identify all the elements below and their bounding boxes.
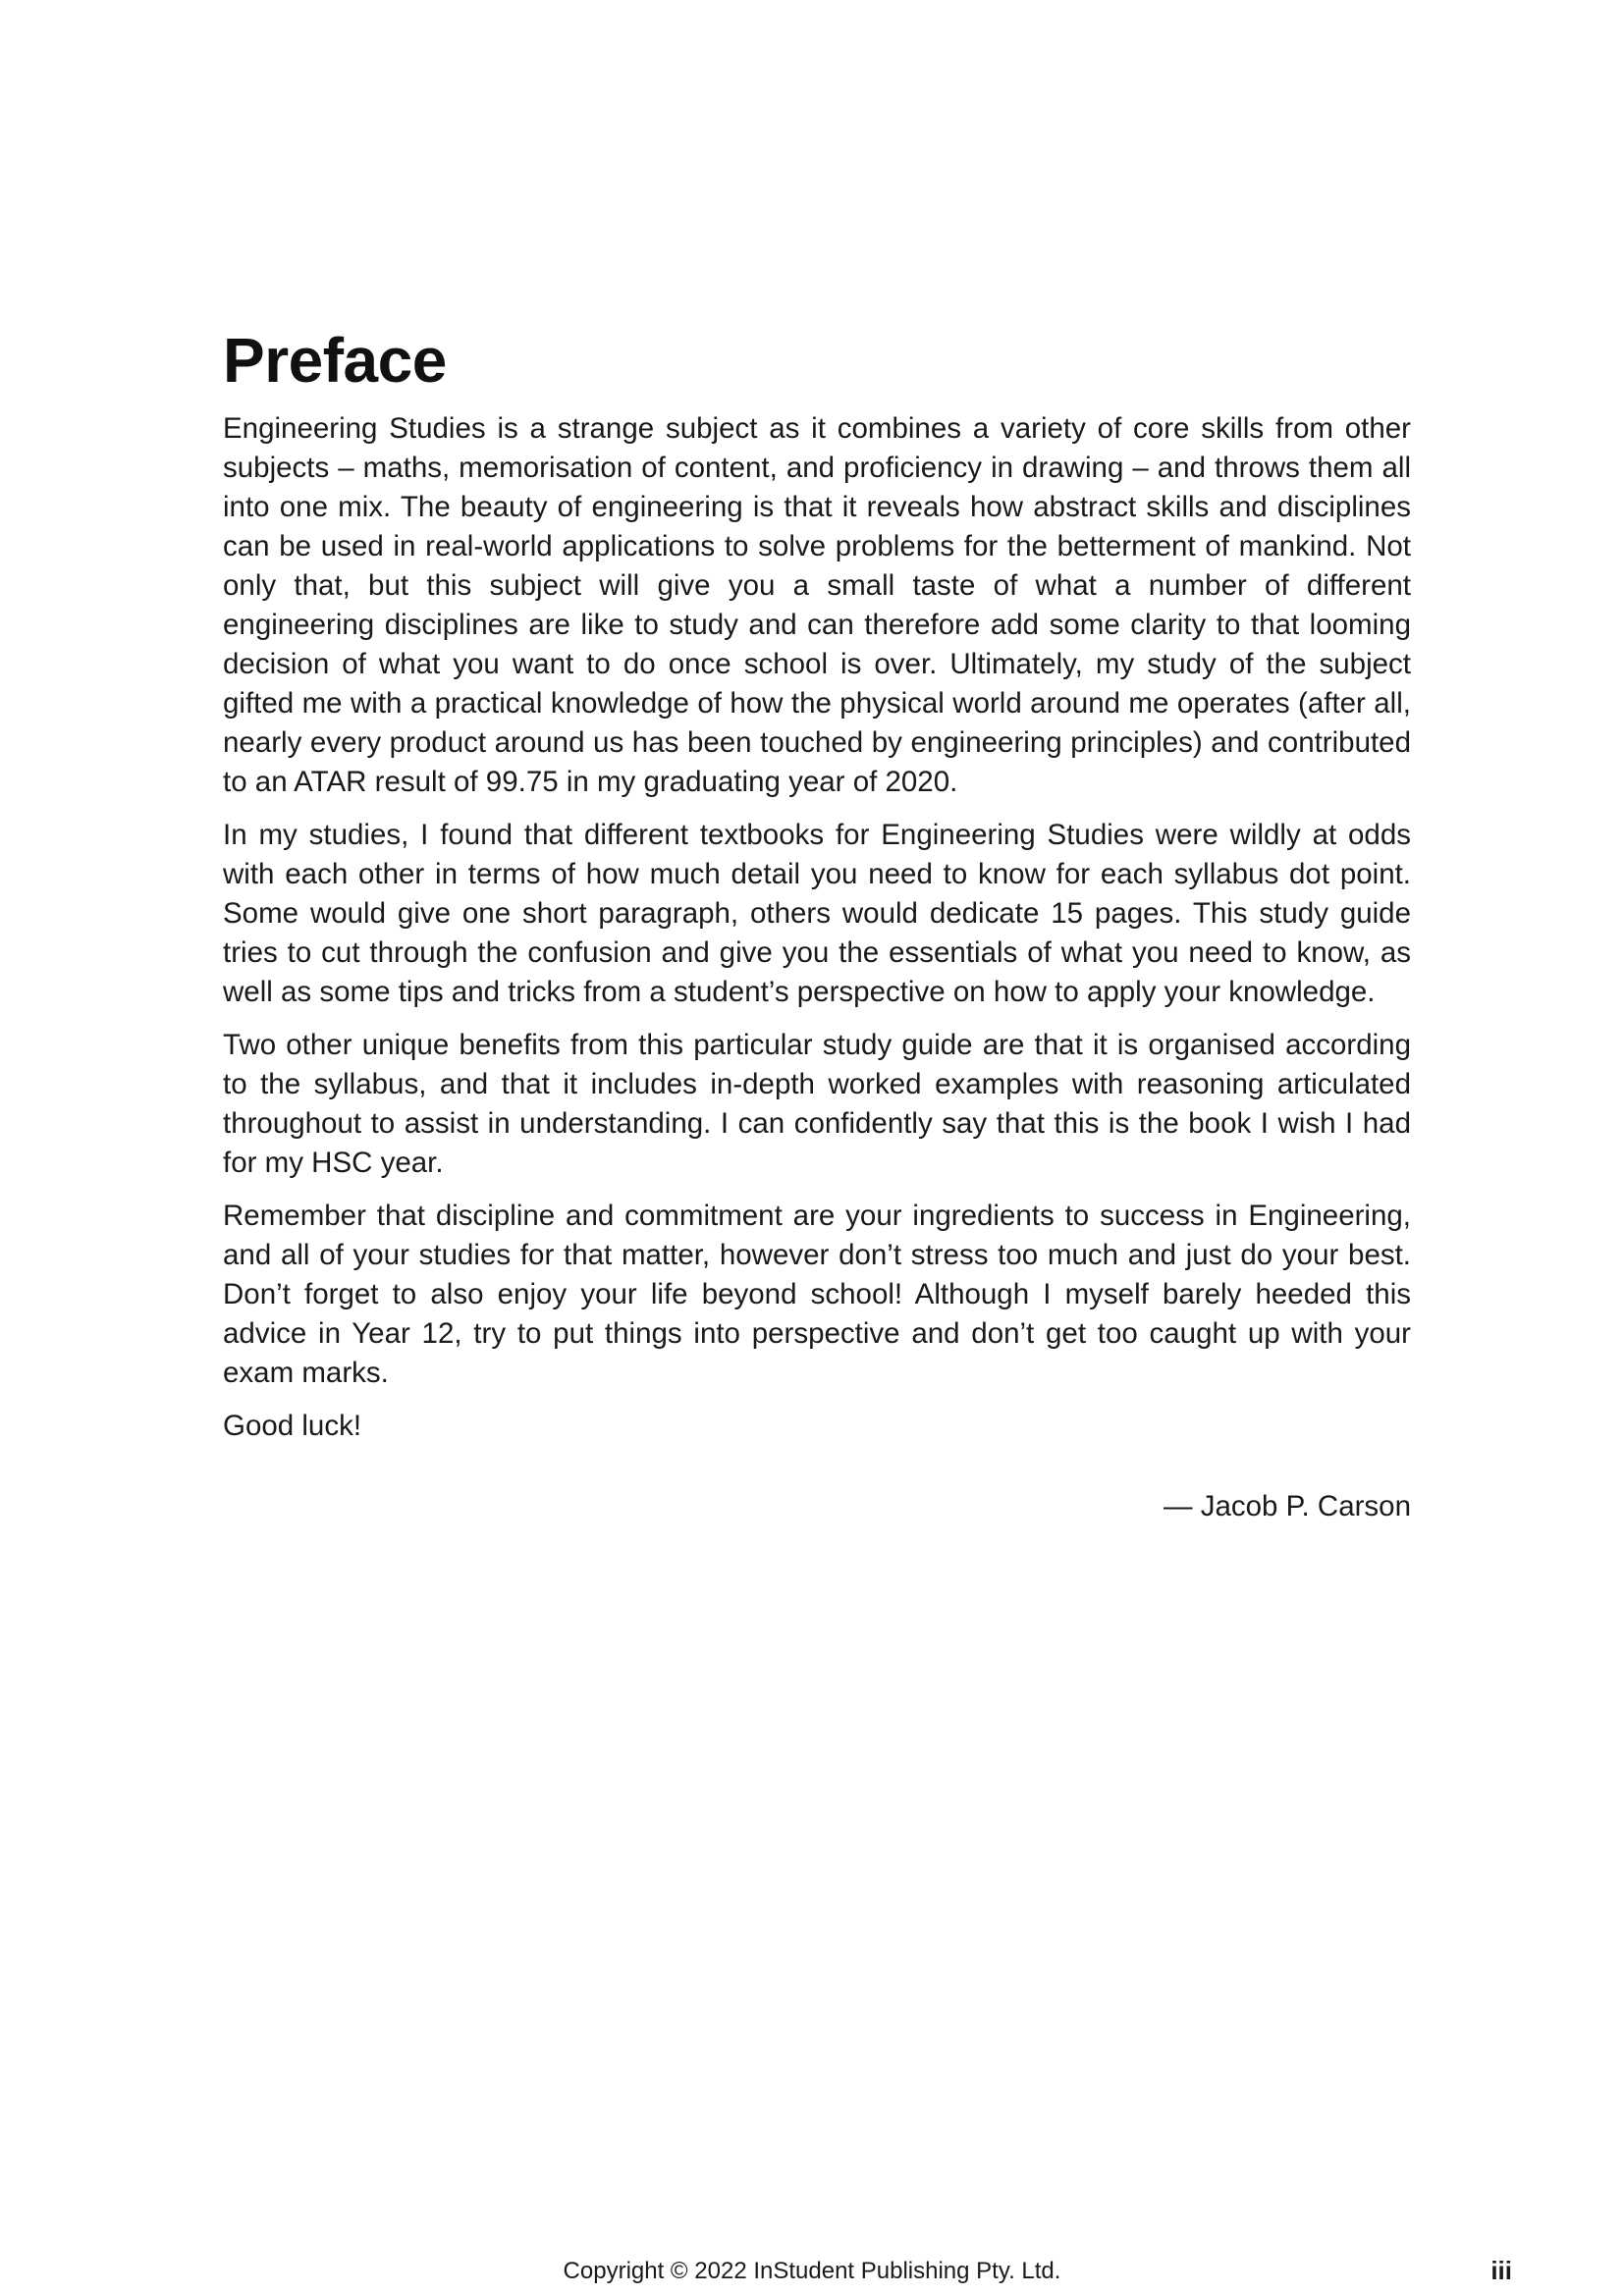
signoff: Good luck!: [223, 1410, 362, 1442]
preface-content: [223, 325, 1411, 1526]
page-title: Preface: [223, 325, 447, 396]
preface-paragraph-1: Engineering Studies is a strange subject as it combines a variety of core skills from other subjects – maths, memorisation of content, and proficiency in drawing – and throws them all into one mix. The beauty of engineering is that it reveals how abstract skills and disciplines can be used in real-world applications to solve problems for the betterment of mankind. Not only that, but this subject will give you a small taste of what a number of different engineering disciplines are like to study and can therefore add some clarity to that looming decision of what you want to do once school is over. Ultimately, my study of the subject gifted me with a practical knowledge of how the physical world around me operates (after all, nearly every product around us has been touched by engineering principles) and contributed to an ATAR result of 99.75 in my graduating year of 2020.: [223, 412, 1411, 798]
author-signature: — Jacob P. Carson: [1164, 1490, 1411, 1522]
footer-copyright: Copyright © 2022 InStudent Publishing Pty. Ltd.: [563, 2258, 1061, 2284]
preface-paragraph-4: Remember that discipline and commitment are your ingredients to success in Engineering, and all of your studies for that matter, however don’t stress too much and just do your best. Don’t forget to also enjoy your life beyond school! Although I myself barely heeded this advice in Year 12, try to put things into perspective and don’t get too caught up with your exam marks.: [223, 1200, 1411, 1389]
page-number: iii: [1490, 2256, 1512, 2285]
preface-paragraph-2: In my studies, I found that different textbooks for Engineering Studies were wildly at odds with each other in terms of how much detail you need to know for each syllabus dot point. Some would give one short paragraph, others would dedicate 15 pages. This study guide tries to cut through the confusion and give you the essentials of what you need to know, as well as some tips and tricks from a student’s perspective on how to apply your knowledge.: [223, 819, 1411, 1008]
preface-paragraph-3: Two other unique benefits from this particular study guide are that it is organised according to the syllabus, and that it includes in-depth worked examples with reasoning articulated throughout to assist in understanding. I can confidently say that this is the book I wish I had for my HSC year.: [223, 1029, 1411, 1179]
